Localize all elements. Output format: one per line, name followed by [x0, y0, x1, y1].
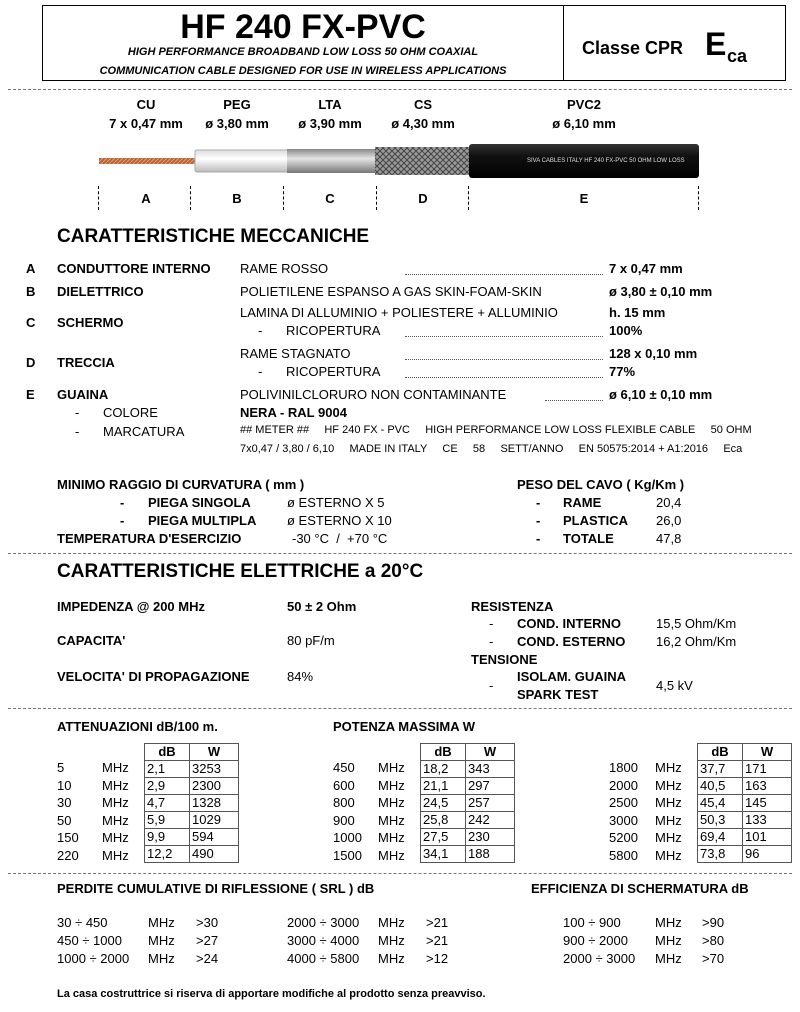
- table-row: [421, 812, 515, 829]
- table-row: [421, 761, 515, 778]
- frequency-value: 150: [57, 830, 79, 845]
- frequency-unit: MHz: [102, 760, 129, 775]
- power-w-cell: 171: [743, 761, 792, 778]
- mech-name-e: GUAINA: [57, 387, 109, 402]
- velocity-label: VELOCITA' DI PROPAGAZIONE: [57, 669, 250, 684]
- dot-leader: [405, 336, 603, 337]
- cable-illustration: [95, 142, 700, 180]
- product-title: HF 240 FX-PVC: [180, 8, 426, 46]
- column-header-db: dB: [698, 744, 743, 761]
- mech-name-b: DIELETTRICO: [57, 284, 144, 299]
- layer-code: CU: [136, 97, 156, 112]
- frequency-unit: MHz: [102, 777, 129, 793]
- frequency-unit: MHz: [102, 812, 129, 828]
- temp-label: TEMPERATURA D'ESERCIZIO: [57, 531, 242, 546]
- table-row: [145, 846, 239, 863]
- attenuation-db-cell: 9,9: [145, 829, 190, 846]
- range-result: >90: [702, 915, 725, 930]
- capacity-value: 80 pF/m: [287, 633, 335, 648]
- mech-letter-a: A: [26, 261, 36, 276]
- product-subtitle-2: COMMUNICATION CABLE DESIGNED FOR USE IN WIRELESS APPLICATIONS: [99, 65, 507, 77]
- frequency-value: 5: [57, 760, 65, 775]
- marker-separator: [376, 186, 377, 210]
- table-row: [145, 761, 239, 778]
- attenuation-table: [697, 743, 792, 863]
- power-title: POTENZA MASSIMA W: [333, 719, 476, 734]
- power-w-cell: 1029: [190, 812, 239, 829]
- frequency-unit: MHz: [378, 812, 405, 828]
- table-header-row: [421, 744, 515, 761]
- spark-value: 4,5 kV: [656, 678, 693, 693]
- mech-sub-desc-c: RICOPERTURA: [286, 323, 381, 338]
- spark-dash: -: [489, 678, 494, 693]
- shield-title: EFFICIENZA DI SCHERMATURA dB: [531, 881, 749, 896]
- marker-separator: [190, 186, 191, 210]
- attenuation-table: [420, 743, 515, 863]
- attenuation-db-cell: 45,4: [698, 795, 743, 812]
- mech-value-e: ø 6,10 ± 0,10 mm: [609, 387, 713, 402]
- column-header-w: W: [190, 744, 239, 761]
- product-subtitle-1: HIGH PERFORMANCE BROADBAND LOW LOSS 50 OHM COAXIAL: [127, 46, 479, 58]
- attenuation-db-cell: 34,1: [421, 846, 466, 863]
- frequency-value: 900: [333, 812, 355, 828]
- table-row: [698, 795, 792, 812]
- temp-value: -30 °C / +70 °C: [292, 531, 388, 546]
- layer-dimension: ø 3,90 mm: [298, 116, 362, 131]
- mech-value-d: 128 x 0,10 mm: [609, 346, 698, 361]
- frequency-value: 1800: [609, 760, 638, 775]
- attenuation-db-cell: 2,9: [145, 778, 190, 795]
- frequency-value: 30: [57, 795, 72, 810]
- range-unit: MHz: [378, 951, 405, 966]
- range-value: 4000 ÷ 5800: [287, 951, 360, 966]
- attenuation-db-cell: 4,7: [145, 795, 190, 812]
- range-unit: MHz: [148, 933, 175, 948]
- layer-marker: E: [579, 191, 589, 206]
- frequency-value: 50: [57, 812, 72, 828]
- power-w-cell: 594: [190, 829, 239, 846]
- res-dash-outer: -: [489, 634, 494, 649]
- frequency-unit: MHz: [655, 795, 682, 810]
- attenuation-db-cell: 50,3: [698, 812, 743, 829]
- attenuation-db-cell: 73,8: [698, 846, 743, 863]
- mech-letter-b: B: [26, 284, 36, 299]
- weight-dash: -: [536, 495, 541, 510]
- frequency-value: 220: [57, 847, 79, 863]
- mech-value-a: 7 x 0,47 mm: [609, 261, 683, 276]
- range-result: >70: [702, 951, 725, 966]
- range-result: >30: [196, 915, 219, 930]
- mech-name-a: CONDUTTORE INTERNO: [57, 261, 211, 276]
- power-w-cell: 1328: [190, 795, 239, 812]
- attenuation-db-cell: 21,1: [421, 778, 466, 795]
- mech-sub-value-d: 77%: [609, 364, 636, 379]
- range-unit: MHz: [378, 915, 405, 930]
- attenuation-db-cell: 12,2: [145, 846, 190, 863]
- cable-print-text: SIVA CABLES ITALY HF 240 FX-PVC 50 OHM LOW LOSS: [527, 158, 685, 164]
- marker-separator: [468, 186, 469, 210]
- layer-dimension: ø 6,10 mm: [552, 116, 616, 131]
- mech-desc-a: RAME ROSSO: [240, 261, 329, 276]
- bend-dash-single: -: [120, 495, 125, 510]
- power-w-cell: 163: [743, 778, 792, 795]
- weight-value: 47,8: [656, 531, 682, 546]
- mech-desc-d: RAME STAGNATO: [240, 346, 351, 361]
- column-header-db: dB: [421, 744, 466, 761]
- frequency-value: 3000: [609, 812, 638, 828]
- attenuation-db-cell: 27,5: [421, 829, 466, 846]
- range-result: >27: [196, 933, 219, 948]
- mech-desc-b: POLIETILENE ESPANSO A GAS SKIN-FOAM-SKIN: [240, 284, 542, 299]
- range-unit: MHz: [148, 951, 175, 966]
- frequency-value: 800: [333, 795, 355, 810]
- table-header-row: [145, 744, 239, 761]
- weight-label: RAME: [563, 495, 602, 510]
- marker-separator: [698, 186, 699, 210]
- range-value: 3000 ÷ 4000: [287, 933, 360, 948]
- power-w-cell: 96: [743, 846, 792, 863]
- braid-shape: [375, 147, 471, 175]
- frequency-unit: MHz: [378, 847, 405, 863]
- bend-multi-label: PIEGA MULTIPLA: [148, 513, 257, 528]
- colore-label: COLORE: [103, 405, 158, 420]
- range-result: >80: [702, 933, 725, 948]
- weight-dash: -: [536, 531, 541, 546]
- attenuation-db-cell: 69,4: [698, 829, 743, 846]
- marcatura-label: MARCATURA: [103, 424, 185, 439]
- bend-single-label: PIEGA SINGOLA: [148, 495, 251, 510]
- layer-dimension: ø 4,30 mm: [391, 116, 455, 131]
- attenuation-db-cell: 5,9: [145, 812, 190, 829]
- mech-letter-d: D: [26, 355, 36, 370]
- frequency-unit: MHz: [102, 830, 129, 845]
- attenuation-db-cell: 2,1: [145, 761, 190, 778]
- mech-section-title: CARATTERISTICHE MECCANICHE: [57, 226, 370, 247]
- range-unit: MHz: [655, 915, 682, 930]
- frequency-unit: MHz: [655, 830, 682, 845]
- res-outer-label: COND. ESTERNO: [517, 634, 626, 649]
- frequency-value: 2000: [609, 777, 638, 793]
- bend-dash-multi: -: [120, 513, 125, 528]
- weight-title: PESO DEL CAVO ( Kg/Km ): [517, 477, 685, 492]
- resistance-title: RESISTENZA: [471, 599, 554, 614]
- divider: [8, 89, 792, 90]
- frequency-value: 10: [57, 777, 72, 793]
- mech-name-d: TRECCIA: [57, 355, 115, 370]
- footer-note: La casa costruttrice si riserva di apportare modifiche al prodotto senza preavviso.: [57, 988, 486, 1000]
- frequency-value: 600: [333, 777, 355, 793]
- marcatura-line-1: ## METER ## HF 240 FX - PVC HIGH PERFORMANCE LOW LOSS FLEXIBLE CABLE 50 OHM: [240, 424, 752, 436]
- power-w-cell: 145: [743, 795, 792, 812]
- frequency-value: 5800: [609, 847, 638, 863]
- dot-leader: [405, 274, 603, 275]
- column-header-w: W: [743, 744, 792, 761]
- range-value: 900 ÷ 2000: [563, 933, 628, 948]
- attenuation-db-cell: 25,8: [421, 812, 466, 829]
- range-value: 2000 ÷ 3000: [287, 915, 360, 930]
- table-header-row: [698, 744, 792, 761]
- weight-value: 20,4: [656, 495, 682, 510]
- mech-sub-desc-d: RICOPERTURA: [286, 364, 381, 379]
- marcatura-line-2: 7x0,47 / 3,80 / 6,10 MADE IN ITALY CE 58 SETT/ANNO EN 50575:2014 + A1:2016 Eca: [240, 443, 743, 455]
- mech-sub-dash-c: -: [258, 323, 263, 338]
- marker-separator: [98, 186, 99, 210]
- mech-value-b: ø 3,80 ± 0,10 mm: [609, 284, 713, 299]
- dielectric-shape: [195, 150, 291, 172]
- cpr-class-main: E: [705, 26, 727, 62]
- layer-marker: C: [325, 191, 335, 206]
- range-result: >21: [426, 933, 449, 948]
- cpr-class-sub: ca: [727, 46, 748, 66]
- power-w-cell: 257: [466, 795, 515, 812]
- impedance-label: IMPEDENZA @ 200 MHz: [57, 599, 205, 614]
- layer-marker: B: [232, 191, 242, 206]
- range-value: 100 ÷ 900: [563, 915, 621, 930]
- dot-leader: [545, 400, 603, 401]
- power-w-cell: 242: [466, 812, 515, 829]
- dot-leader: [405, 377, 603, 378]
- frequency-value: 2500: [609, 795, 638, 810]
- weight-label: PLASTICA: [563, 513, 628, 528]
- voltage-title: TENSIONE: [471, 652, 538, 667]
- power-w-cell: 230: [466, 829, 515, 846]
- power-w-cell: 101: [743, 829, 792, 846]
- srl-title: PERDITE CUMULATIVE DI RIFLESSIONE ( SRL ) dB: [57, 881, 375, 896]
- frequency-value: 450: [333, 760, 355, 775]
- mech-letter-c: C: [26, 315, 36, 330]
- range-value: 30 ÷ 450: [57, 915, 108, 930]
- frequency-unit: MHz: [102, 847, 129, 863]
- marker-separator: [283, 186, 284, 210]
- mech-sub-dash-d: -: [258, 364, 263, 379]
- table-row: [145, 778, 239, 795]
- spark-label-1: ISOLAM. GUAINA: [517, 669, 627, 684]
- range-value: 450 ÷ 1000: [57, 933, 122, 948]
- frequency-unit: MHz: [378, 830, 405, 845]
- frequency-value: 1500: [333, 847, 362, 863]
- frequency-unit: MHz: [655, 812, 682, 828]
- res-inner-label: COND. INTERNO: [517, 616, 621, 631]
- mech-value-c: h. 15 mm: [609, 305, 666, 320]
- attenuation-db-cell: 24,5: [421, 795, 466, 812]
- divider: [8, 873, 792, 874]
- layer-marker: A: [141, 191, 151, 206]
- colore-value: NERA - RAL 9004: [240, 405, 347, 420]
- table-row: [421, 778, 515, 795]
- range-result: >21: [426, 915, 449, 930]
- divider: [8, 553, 792, 554]
- frequency-value: 1000: [333, 830, 362, 845]
- power-w-cell: 2300: [190, 778, 239, 795]
- mech-sub-value-c: 100%: [609, 323, 643, 338]
- inner-conductor-shape: [99, 158, 199, 164]
- capacity-label: CAPACITA': [57, 633, 126, 648]
- res-dash-inner: -: [489, 616, 494, 631]
- range-value: 2000 ÷ 3000: [563, 951, 636, 966]
- layer-code: CS: [413, 97, 433, 112]
- weight-dash: -: [536, 513, 541, 528]
- colore-dash: -: [75, 405, 80, 420]
- table-row: [145, 812, 239, 829]
- mech-letter-e: E: [26, 387, 35, 402]
- header-box: [42, 5, 786, 81]
- power-w-cell: 133: [743, 812, 792, 829]
- divider: [8, 708, 792, 709]
- mech-name-c: SCHERMO: [57, 315, 124, 330]
- frequency-unit: MHz: [102, 795, 129, 810]
- range-unit: MHz: [378, 933, 405, 948]
- velocity-value: 84%: [287, 669, 314, 684]
- layer-dimension: 7 x 0,47 mm: [109, 116, 183, 131]
- layer-dimension: ø 3,80 mm: [205, 116, 269, 131]
- frequency-unit: MHz: [378, 777, 405, 793]
- frequency-value: 5200: [609, 830, 638, 845]
- mech-desc-e: POLIVINILCLORURO NON CONTAMINANTE: [240, 387, 507, 402]
- power-w-cell: 188: [466, 846, 515, 863]
- table-row: [698, 846, 792, 863]
- attenuation-db-cell: 18,2: [421, 761, 466, 778]
- header-divider: [563, 6, 564, 80]
- weight-value: 26,0: [656, 513, 682, 528]
- marcatura-dash: -: [75, 424, 80, 439]
- frequency-unit: MHz: [655, 847, 682, 863]
- mech-desc-c: LAMINA DI ALLUMINIO + POLIESTERE + ALLUMINIO: [240, 305, 558, 320]
- foil-shape: [287, 149, 377, 173]
- table-row: [145, 829, 239, 846]
- frequency-unit: MHz: [655, 760, 682, 775]
- attenuation-db-cell: 40,5: [698, 778, 743, 795]
- table-row: [421, 829, 515, 846]
- impedance-value: 50 ± 2 Ohm: [287, 599, 357, 614]
- table-row: [698, 829, 792, 846]
- column-header-db: dB: [145, 744, 190, 761]
- res-inner-value: 15,5 Ohm/Km: [656, 616, 737, 631]
- dot-leader: [405, 359, 603, 360]
- table-row: [421, 846, 515, 863]
- bend-title: MINIMO RAGGIO DI CURVATURA ( mm ): [57, 477, 305, 492]
- range-unit: MHz: [655, 933, 682, 948]
- spark-label-2: SPARK TEST: [517, 687, 599, 702]
- table-row: [698, 761, 792, 778]
- bend-multi-value: ø ESTERNO X 10: [287, 513, 392, 528]
- table-row: [145, 795, 239, 812]
- power-w-cell: 297: [466, 778, 515, 795]
- range-result: >12: [426, 951, 449, 966]
- frequency-unit: MHz: [378, 760, 405, 775]
- power-w-cell: 490: [190, 846, 239, 863]
- table-row: [421, 795, 515, 812]
- bend-single-value: ø ESTERNO X 5: [287, 495, 385, 510]
- cpr-label: Classe CPR: [582, 38, 684, 58]
- frequency-unit: MHz: [655, 777, 682, 793]
- table-row: [698, 812, 792, 829]
- weight-label: TOTALE: [563, 531, 614, 546]
- layer-code: LTA: [318, 97, 342, 112]
- range-unit: MHz: [655, 951, 682, 966]
- layer-marker: D: [418, 191, 428, 206]
- res-outer-value: 16,2 Ohm/Km: [656, 634, 737, 649]
- range-value: 1000 ÷ 2000: [57, 951, 130, 966]
- attenuation-table: [144, 743, 239, 863]
- elec-section-title: CARATTERISTICHE ELETTRICHE a 20°C: [57, 561, 424, 582]
- attenuation-title: ATTENUAZIONI dB/100 m.: [57, 719, 218, 734]
- layer-code: PEG: [223, 97, 251, 112]
- column-header-w: W: [466, 744, 515, 761]
- frequency-unit: MHz: [378, 795, 405, 810]
- power-w-cell: 3253: [190, 761, 239, 778]
- attenuation-db-cell: 37,7: [698, 761, 743, 778]
- power-w-cell: 343: [466, 761, 515, 778]
- table-row: [698, 778, 792, 795]
- range-result: >24: [196, 951, 219, 966]
- layer-code: PVC2: [567, 97, 601, 112]
- range-unit: MHz: [148, 915, 175, 930]
